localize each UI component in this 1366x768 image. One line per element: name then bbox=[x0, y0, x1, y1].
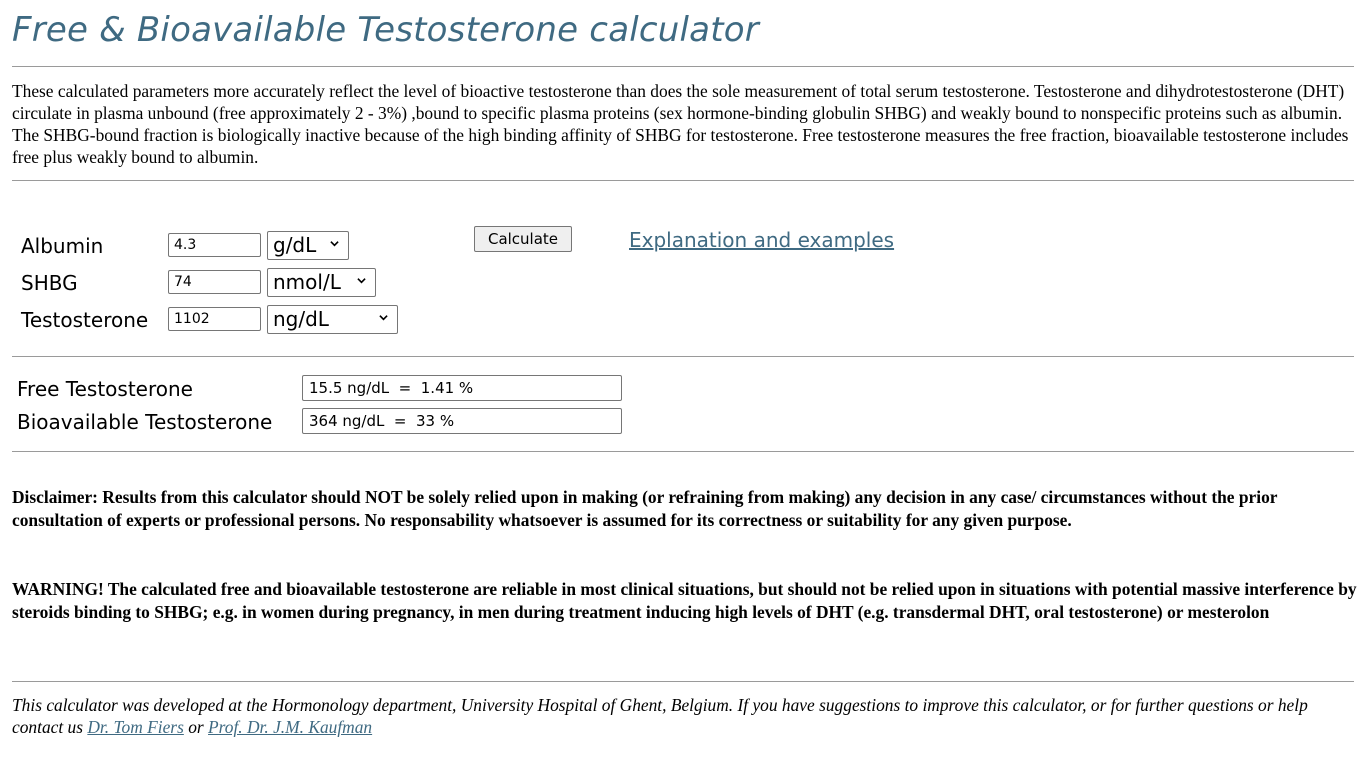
divider bbox=[12, 66, 1354, 67]
free-testosterone-label: Free Testosterone bbox=[17, 377, 193, 401]
contact-link-fiers[interactable]: Dr. Tom Fiers bbox=[87, 717, 184, 737]
footer-note bbox=[12, 694, 1357, 738]
intro-paragraph: These calculated parameters more accurately reflect the level of bioactive testosterone than does the sole measurement of total serum testosterone. Testosterone and dihydrotestosterone (DHT) circulate in plasma unbound (free approximately 2 - 3%) ,bound to specific plasma proteins (sex hormone-binding globulin SHBG) and weakly bound to nonspecific proteins such as albumin. The SHBG-bound fraction is biologically inactive because of the high binding affinity of SHBG for testosterone. Free testosterone measures the free fraction, bioavailable testosterone includes free plus weakly bound to albumin. bbox=[12, 81, 1349, 167]
chevron-down-icon bbox=[330, 239, 339, 248]
divider bbox=[12, 356, 1354, 357]
testosterone-label: Testosterone bbox=[21, 308, 149, 332]
calculate-button[interactable]: Calculate bbox=[474, 226, 572, 252]
shbg-input[interactable] bbox=[168, 270, 261, 294]
warning-text: WARNING! The calculated free and bioavailable testosterone are reliable in most clinical situations, but should not be relied upon in situations with potential massive interference by steroids binding to SHBG; e.g. in women during pregnancy, in men during treatment inducing high levels of DHT (e.g. transdermal DHT, oral testosterone) or mesterolon bbox=[12, 579, 1357, 622]
albumin-input[interactable] bbox=[168, 233, 261, 257]
albumin-unit-select[interactable] bbox=[267, 231, 349, 260]
divider bbox=[12, 681, 1354, 682]
testosterone-input[interactable] bbox=[168, 307, 261, 331]
bioavailable-testosterone-label: Bioavailable Testosterone bbox=[17, 410, 273, 434]
disclaimer-text: Disclaimer: Results from this calculator should NOT be solely relied upon in making (or refraining from making) any decision in any case/ circumstances without the prior consultation of experts or professional persons. No responsability whatsoever is assumed for its correctness or suitability for any given purpose. bbox=[12, 487, 1278, 530]
chevron-down-icon bbox=[357, 276, 366, 285]
albumin-unit-value: g/dL bbox=[273, 233, 317, 257]
testosterone-unit-value: ng/dL bbox=[273, 307, 329, 331]
bioavailable-testosterone-output[interactable]: 364 ng/dL = 33 % bbox=[302, 408, 622, 434]
divider bbox=[12, 451, 1354, 452]
chevron-down-icon bbox=[379, 313, 388, 322]
footer-connector: or bbox=[188, 717, 204, 737]
free-testosterone-output[interactable]: 15.5 ng/dL = 1.41 % bbox=[302, 375, 622, 401]
shbg-unit-value: nmol/L bbox=[273, 270, 341, 294]
shbg-label: SHBG bbox=[21, 271, 78, 295]
shbg-unit-select[interactable] bbox=[267, 268, 376, 297]
page-title: Free & Bioavailable Testosterone calculator bbox=[12, 10, 759, 50]
explanation-link[interactable]: Explanation and examples bbox=[629, 228, 895, 252]
divider bbox=[12, 180, 1354, 181]
footer-text: This calculator was developed at the Hormonology department, University Hospital of Ghent, Belgium. If you have suggestions to improve this calculator, or for further questions or help contact us bbox=[12, 695, 1308, 737]
testosterone-unit-select[interactable] bbox=[267, 305, 398, 334]
contact-link-kaufman[interactable]: Prof. Dr. J.M. Kaufman bbox=[208, 717, 373, 737]
albumin-label: Albumin bbox=[21, 234, 104, 258]
